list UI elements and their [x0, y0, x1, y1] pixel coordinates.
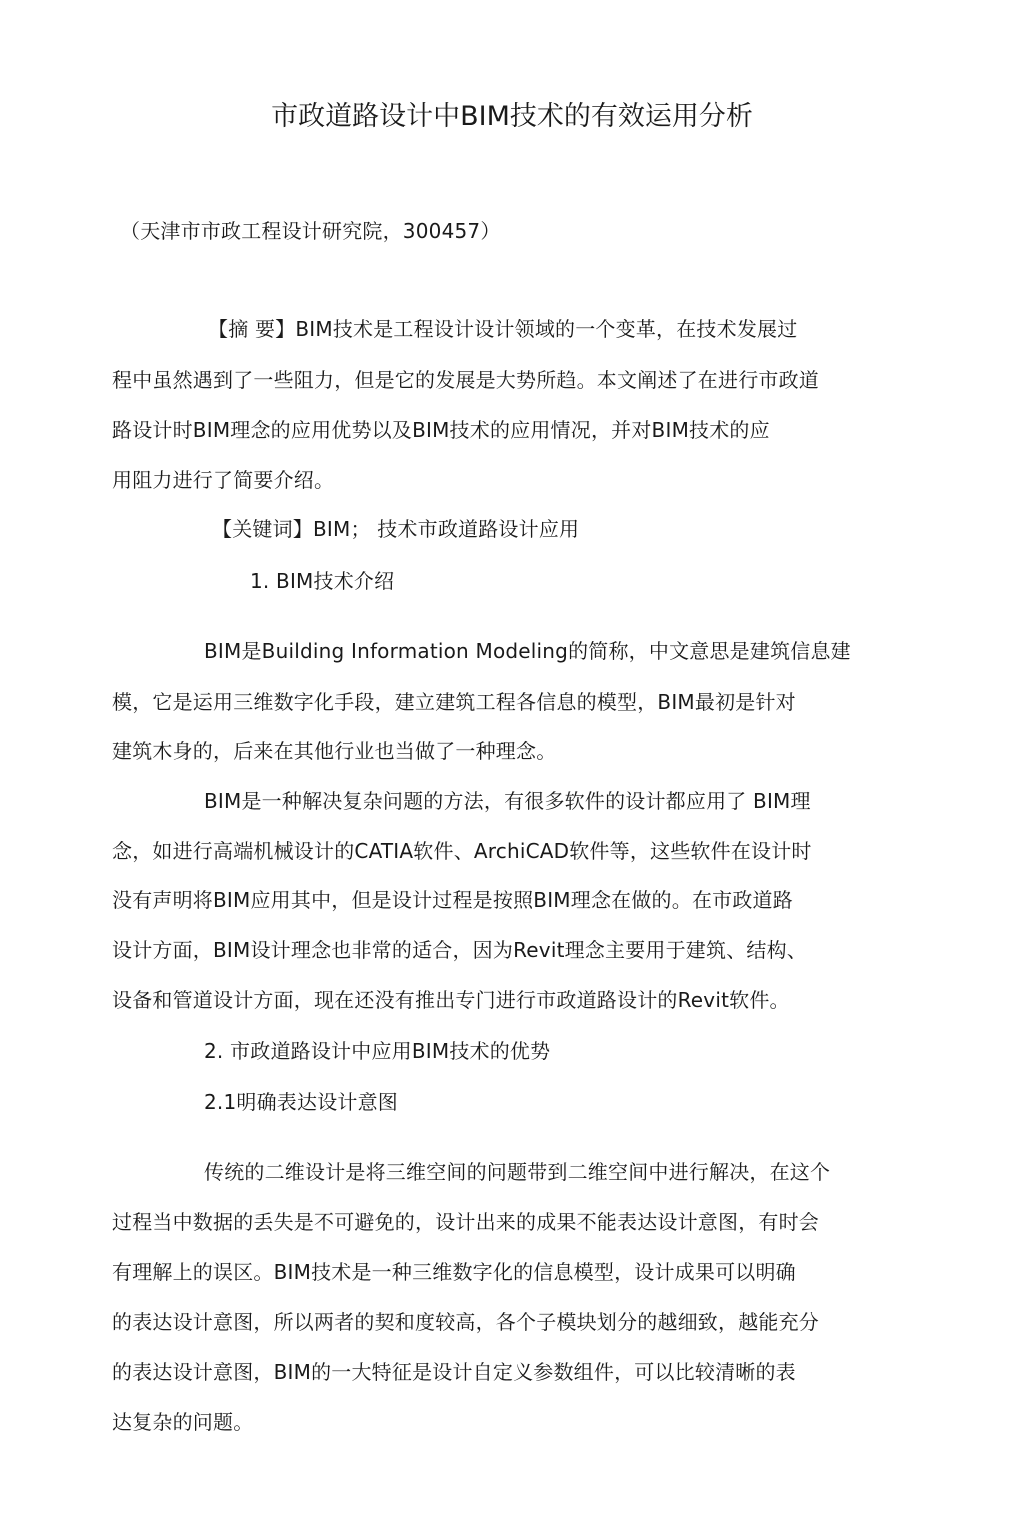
abstract-line: 用阻力进行了简要介绍。 — [112, 468, 335, 492]
section-heading: 1. BIM技术介绍 — [250, 569, 395, 593]
paragraph-line: 没有声明将BIM应用其中，但是设计过程是按照BIM理念在做的。在市政道路 — [112, 888, 793, 912]
paragraph-line: 的表达设计意图，所以两者的契和度较高，各个子模块划分的越细致，越能充分 — [112, 1310, 819, 1334]
affiliation: （天津市市政工程设计研究院，300457） — [120, 219, 501, 243]
paragraph-line: 传统的二维设计是将三维空间的问题带到二维空间中进行解决，在这个 — [204, 1160, 831, 1184]
paragraph-line: 的表达设计意图，BIM的一大特征是设计自定义参数组件，可以比较清晰的表 — [112, 1360, 796, 1384]
abstract-line: 路设计时BIM理念的应用优势以及BIM技术的应用情况，并对BIM技术的应 — [112, 418, 770, 442]
abstract-line: 程中虽然遇到了一些阻力，但是它的发展是大势所趋。本文阐述了在进行市政道 — [112, 368, 819, 392]
paragraph-line: 达复杂的问题。 — [112, 1410, 254, 1434]
paragraph-line: 过程当中数据的丢失是不可避免的，设计出来的成果不能表达设计意图，有时会 — [112, 1210, 819, 1234]
paragraph-line: BIM是Building Information Modeling的简称，中文意思是建筑信息建 — [204, 639, 851, 663]
paragraph-line: 设计方面，BIM设计理念也非常的适合，因为Revit理念主要用于建筑、结构、 — [112, 938, 808, 962]
paragraph-line: BIM是一种解决复杂问题的方法，有很多软件的设计都应用了 BIM理 — [204, 789, 811, 813]
paragraph-line: 念，如进行高端机械设计的CATIA软件、ArchiCAD软件等，这些软件在设计时 — [112, 839, 812, 863]
paragraph-line: 有理解上的误区。BIM技术是一种三维数字化的信息模型，设计成果可以明确 — [112, 1260, 796, 1284]
section-heading: 2. 市政道路设计中应用BIM技术的优势 — [204, 1039, 551, 1063]
paragraph-line: 设备和管道设计方面，现在还没有推出专门进行市政道路设计的Revit软件。 — [112, 988, 790, 1012]
keywords: 【关键词】BIM； 技术市政道路设计应用 — [212, 517, 580, 541]
paragraph-line: 模，它是运用三维数字化手段，建立建筑工程各信息的模型，BIM最初是针对 — [112, 690, 796, 714]
abstract-line: 【摘 要】BIM技术是工程设计设计领域的一个变革，在技术发展过 — [208, 317, 798, 341]
paragraph-line: 建筑木身的，后来在其他行业也当做了一种理念。 — [112, 739, 557, 763]
subsection-heading: 2.1明确表达设计意图 — [204, 1090, 399, 1114]
document-title: 市政道路设计中BIM技术的有效运用分析 — [271, 101, 753, 132]
